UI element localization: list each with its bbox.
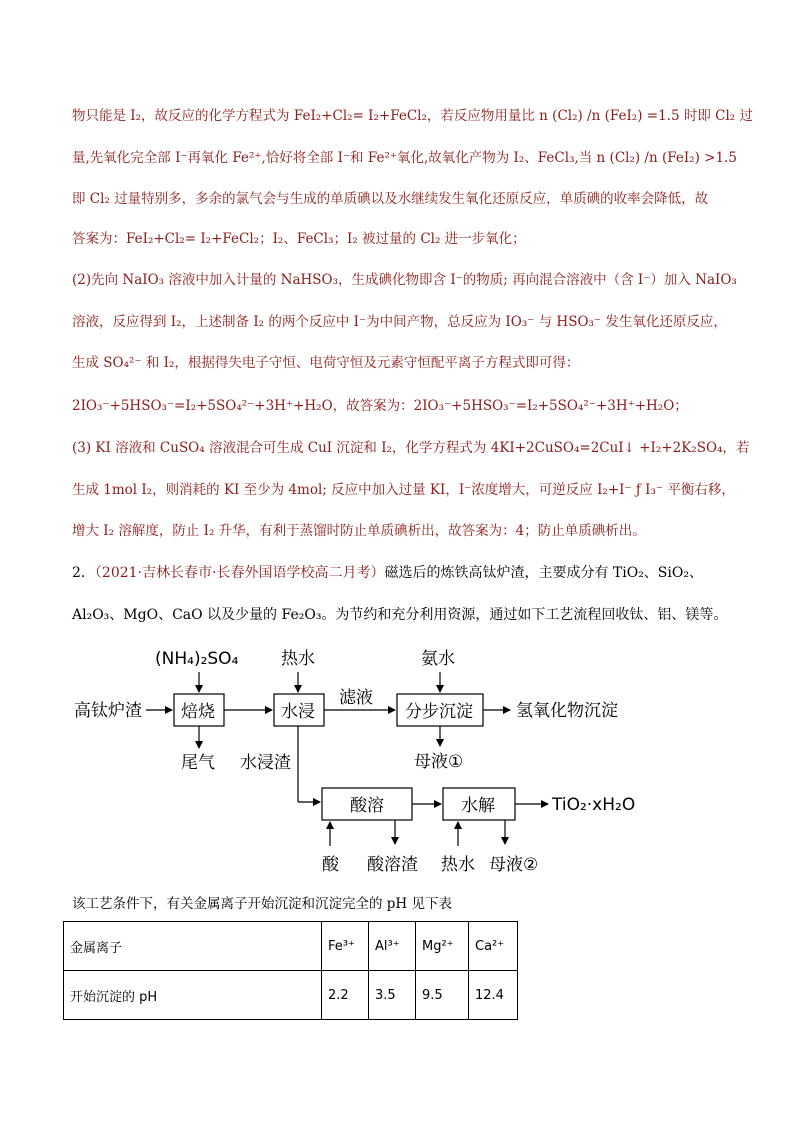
- filtrate-label: 滤液: [339, 688, 373, 708]
- output-hydroxide: 氢氧化物沉淀: [516, 701, 618, 721]
- box-roasting-label: 焙烧: [181, 702, 215, 722]
- header-mg: Mg²⁺: [416, 922, 469, 971]
- value-fe: 2.2: [322, 971, 369, 1020]
- answer-line-3: 即 Cl₂ 过量特别多，多余的氯气会与生成的单质碘以及水继续发生氧化还原反应，单质碘的收率会降低，故: [72, 191, 709, 207]
- header-al: Al³⁺: [369, 922, 416, 971]
- value-mg: 9.5: [416, 971, 469, 1020]
- table-caption: 该工艺条件下，有关金属离子开始沉淀和沉淀完全的 pH 见下表: [72, 896, 452, 912]
- value-ca: 12.4: [469, 971, 518, 1020]
- answer-line-7: 生成 SO₄²⁻ 和 I₂，根据得失电子守恒、电荷守恒及元素守恒配平离子方程式即可得：: [72, 355, 580, 371]
- question-text-1: 磁选后的炼铁高钛炉渣，主要成分有 TiO₂、SiO₂、: [384, 565, 703, 581]
- table-row: [64, 971, 518, 1020]
- box-acid-dissolve-label: 酸溶: [350, 796, 384, 816]
- acid: 酸: [322, 855, 339, 875]
- value-al: 3.5: [369, 971, 416, 1020]
- answer-line-1: 物只能是 I₂，故反应的化学方程式为 FeI₂+Cl₂= I₂+FeCl₂，若反应物用量比 n (Cl₂) /n (FeI₂) =1.5 时即 Cl₂ 过: [72, 108, 753, 124]
- reagent-hot-water: 热水: [281, 649, 315, 669]
- acid-residue: 酸溶渣: [367, 855, 418, 875]
- question-number: 2．: [72, 565, 95, 581]
- box-hydrolysis-label: 水解: [461, 796, 495, 816]
- mother-liquor-1: 母液①: [414, 752, 464, 772]
- process-flowchart: [0, 640, 794, 900]
- row-label: 开始沉淀的 pH: [64, 971, 322, 1020]
- answer-line-4: 答案为：FeI₂+Cl₂= I₂+FeCl₂；I₂、FeCl₃；I₂ 被过量的 Cl₂ 进一步氧化；: [72, 231, 526, 247]
- box-stepwise-precipitation-label: 分步沉淀: [405, 702, 473, 722]
- question-2-line-2: Al₂O₃、MgO、CaO 以及少量的 Fe₂O₃。为节约和充分利用资源，通过如下工艺流程回收钛、铝、镁等。: [72, 607, 728, 623]
- answer-line-2: 量,先氧化完全部 I⁻再氧化 Fe²⁺,恰好将全部 I⁻和 Fe²⁺氧化,故氧化产物为 I₂、FeCl₃,当 n (Cl₂) /n (FeI₂) >1.5: [72, 150, 737, 166]
- mother-liquor-2: 母液②: [489, 855, 539, 875]
- header-metal-ion: 金属离子: [64, 922, 322, 971]
- answer-line-8: 2IO₃⁻+5HSO₃⁻=I₂+5SO₄²⁻+3H⁺+H₂O，故答案为：2IO₃⁻+5HSO₃⁻=I₂+5SO₄²⁻+3H⁺+H₂O；: [72, 398, 688, 414]
- question-2-line-1: [72, 563, 732, 583]
- answer-line-11: 增大 I₂ 溶解度，防止 I₂ 升华，有利于蒸馏时防止单质碘析出，故答案为：4；防止单质碘析出。: [72, 523, 646, 539]
- reagent-nh4-2so4: (NH₄)₂SO₄: [155, 649, 239, 669]
- answer-line-10: 生成 1mol I₂，则消耗的 KI 至少为 4mol; 反应中加入过量 KI，I⁻浓度增大，可逆反应 I₂+I⁻ ƒ I₃⁻ 平衡右移，: [72, 482, 735, 498]
- answer-line-5: (2)先向 NaIO₃ 溶液中加入计量的 NaHSO₃，生成碘化物即含 I⁻的物质; 再向混合溶液中（含 I⁻）加入 NaIO₃: [72, 272, 737, 288]
- answer-line-6: 溶液，反应得到 I₂，上述制备 I₂ 的两个反应中 I⁻为中间产物，总反应为 IO₃⁻ 与 HSO₃⁻ 发生氧化还原反应，: [72, 314, 727, 330]
- input-slag: 高钛炉渣: [74, 701, 142, 721]
- answer-line-9: (3) KI 溶液和 CuSO₄ 溶液混合可生成 CuI 沉淀和 I₂，化学方程式为 4KI+2CuSO₄=2CuI↓ +I₂+2K₂SO₄，若: [72, 440, 750, 456]
- reagent-ammonia: 氨水: [421, 649, 455, 669]
- ph-table: [63, 921, 518, 1020]
- table-row-header: [64, 922, 518, 971]
- header-fe: Fe³⁺: [322, 922, 369, 971]
- tail-gas: 尾气: [181, 753, 215, 773]
- box-water-leach-label: 水浸: [281, 702, 315, 722]
- water-leach-residue: 水浸渣: [240, 753, 291, 773]
- output-tio2: TiO₂·xH₂O: [552, 795, 636, 815]
- header-ca: Ca²⁺: [469, 922, 518, 971]
- question-source: （2021·吉林长春市·长春外国语学校高二月考）: [94, 565, 385, 581]
- hot-water-2: 热水: [441, 855, 475, 875]
